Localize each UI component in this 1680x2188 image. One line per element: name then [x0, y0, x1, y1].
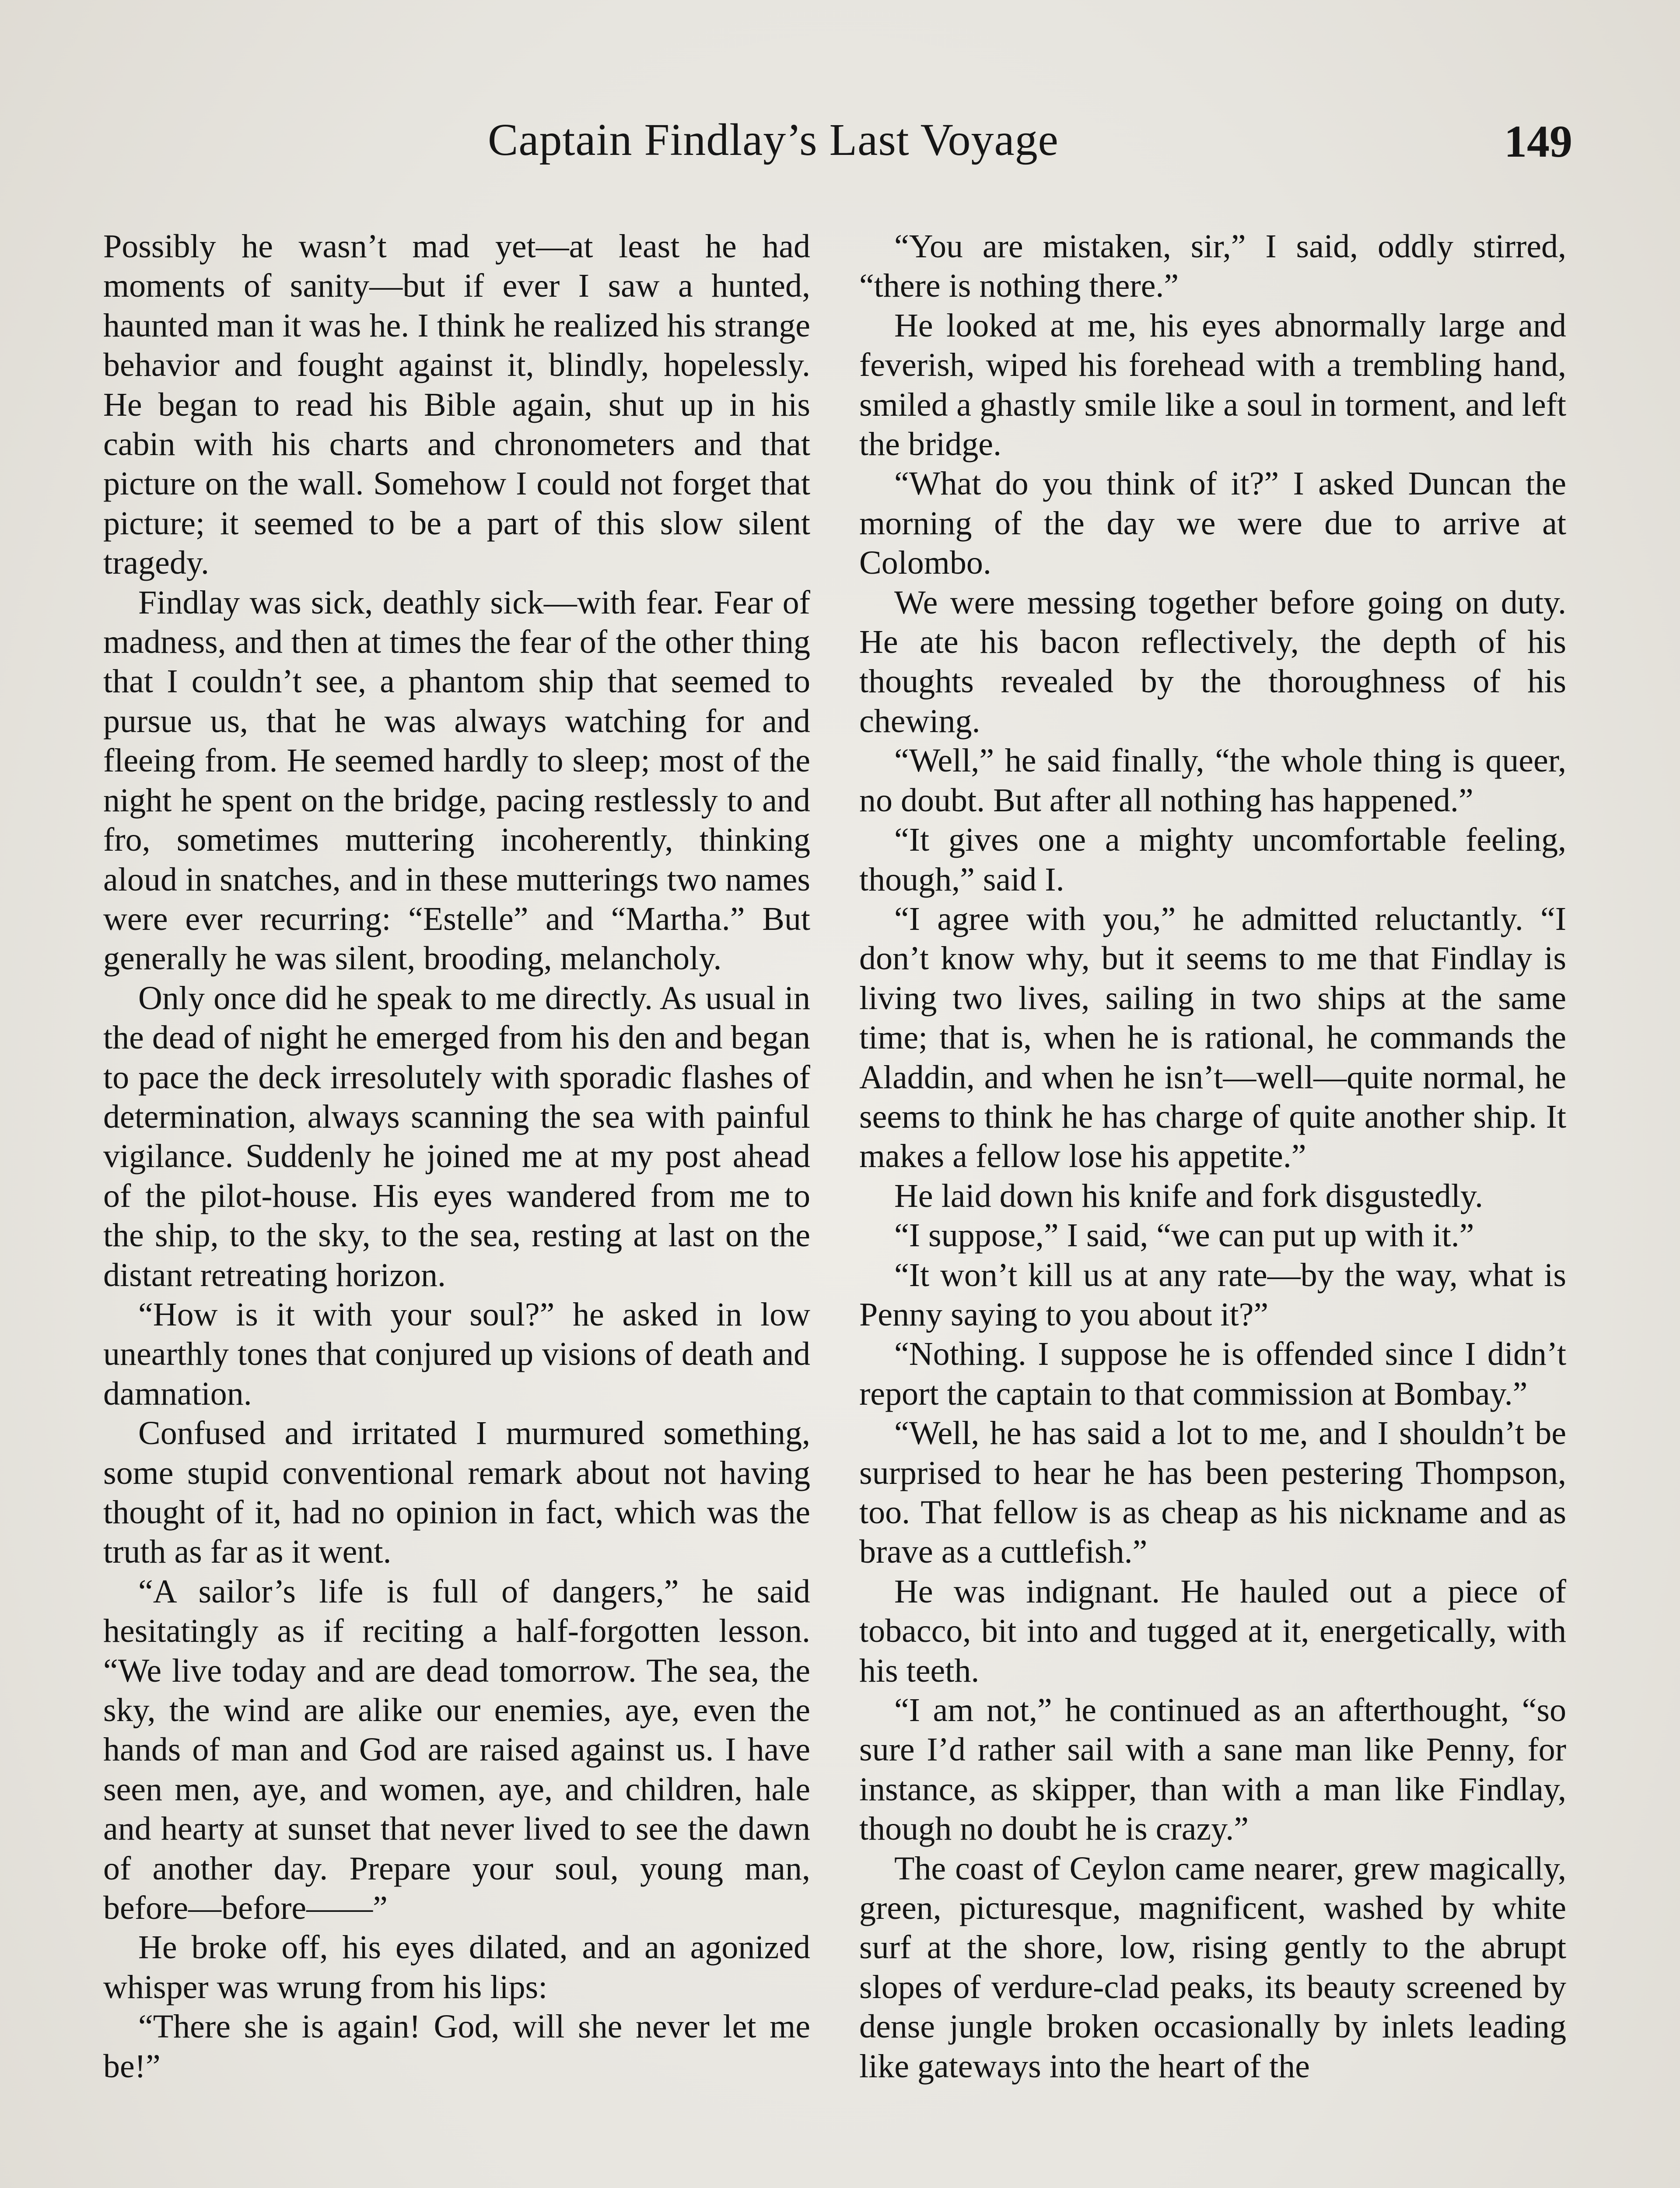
paragraph: “What do you think of it?” I asked Duncan the morning of the day we were due to arrive at Colombo.	[859, 465, 1566, 582]
paragraph: Confused and irritated I murmured something, some stupid conventional remark about not having thought of it, had no opinion in fact, which was the truth as far as it went.	[103, 1415, 810, 1571]
page-number: 149	[1504, 116, 1572, 167]
paragraph: “How is it with your soul?” he asked in low unearthly tones that conjured up visions of death and damnation.	[103, 1296, 810, 1412]
paragraph: “It gives one a mighty uncomfortable feeling, though,” said I.	[859, 821, 1566, 898]
paragraph: “I suppose,” I said, “we can put up with it.”	[894, 1217, 1474, 1254]
paragraph: “Nothing. I suppose he is offended since I didn’t report the captain to that commission at Bombay.”	[859, 1336, 1566, 1412]
paragraph: “You are mistaken, sir,” I said, oddly stirred, “there is nothing there.”	[859, 228, 1566, 305]
paragraph: He laid down his knife and fork disgustedly.	[894, 1177, 1483, 1214]
paragraph: “Well, he has said a lot to me, and I shouldn’t be surprised to hear he has been pestering Thompson, too. That fellow is as cheap as his nickname and as brave as a cuttlefish.”	[859, 1415, 1566, 1571]
paragraph: “I am not,” he continued as an afterthought, “so sure I’d rather sail with a sane man like Penny, for instance, as skipper, than with a man like Findlay, though no doubt he is crazy.”	[859, 1692, 1566, 1848]
running-title: Captain Findlay’s Last Voyage	[488, 115, 1059, 165]
paragraph: Only once did he speak to me directly. As usual in the dead of night he emerged from his den and began to pace the deck irresolutely with sporadic flashes of determination, always scanning the sea with painful vigilance. Suddenly he joined me at my post ahead of the pilot-house. His eyes wandered from me to the ship, to the sky, to the sea, resting at last on the distant retreating horizon.	[103, 979, 810, 1294]
paragraph: “Well,” he said finally, “the whole thing is queer, no doubt. But after all nothing has happened.”	[859, 742, 1566, 819]
paragraph: We were messing together before going on duty. He ate his bacon reflectively, the depth of his thoughts revealed by the thoroughness of his chewing.	[859, 584, 1566, 740]
paragraph: “A sailor’s life is full of dangers,” he said hesitatingly as if reciting a half-forgotten lesson. “We live today and are dead tomorrow. The sea, the sky, the wind are alike our enemies, aye, even the hands of man and God are raised against us. I have seen men, aye, and women, aye, and children, hale and hearty at sunset that never lived to see the dawn of another day. Prepare your soul, young man, before—before——”	[103, 1573, 810, 1927]
paragraph: He was indignant. He hauled out a piece of tobacco, bit into and tugged at it, energetically, with his teeth.	[859, 1573, 1566, 1689]
paragraph: “I agree with you,” he admitted reluctantly. “I don’t know why, but it seems to me that Findlay is living two lives, sailing in two ships at the same time; that is, when he is rational, he commands the Aladdin, and when he isn’t—well—quite normal, he seems to think he has charge of quite another ship. It makes a fellow lose his appetite.”	[859, 900, 1566, 1175]
paragraph: Possibly he wasn’t mad yet—at least he had moments of sanity—but if ever I saw a hunted, haunted man it was he. I think he realized his strange behavior and fought against it, blindly, hopelessly. He began to read his Bible again, shut up in his cabin with his charts and chronometers and that picture on the wall. Somehow I could not forget that picture; it seemed to be a part of this slow silent tragedy.	[103, 228, 810, 582]
paragraph: Findlay was sick, deathly sick—with fear. Fear of madness, and then at times the fear of the other thing that I couldn’t see, a phantom ship that seemed to pursue us, that he was always watching for and fleeing from. He seemed hardly to sleep; most of the night he spent on the bridge, pacing restlessly to and fro, sometimes muttering incoherently, thinking aloud in snatches, and in these mutterings two names were ever recurring: “Estelle” and “Martha.” But generally he was silent, brooding, melancholy.	[103, 584, 810, 977]
paragraph: “There she is again! God, will she never let me be!”	[103, 2008, 810, 2085]
right-column	[859, 227, 1566, 2188]
left-column	[103, 227, 810, 2188]
paragraph: He looked at me, his eyes abnormally large and feverish, wiped his forehead with a trembling hand, smiled a ghastly smile like a soul in torment, and left the bridge.	[859, 307, 1566, 463]
paragraph: He broke off, his eyes dilated, and an agonized whisper was wrung from his lips:	[103, 1929, 810, 2006]
paragraph: The coast of Ceylon came nearer, grew magically, green, picturesque, magnificent, washed by white surf at the shore, low, rising gently to the abrupt slopes of verdure-clad peaks, its beauty screened by dense jungle broken occasionally by inlets leading like gateways into the heart of the	[859, 1850, 1566, 2085]
paragraph: “It won’t kill us at any rate—by the way, what is Penny saying to you about it?”	[859, 1256, 1566, 1333]
